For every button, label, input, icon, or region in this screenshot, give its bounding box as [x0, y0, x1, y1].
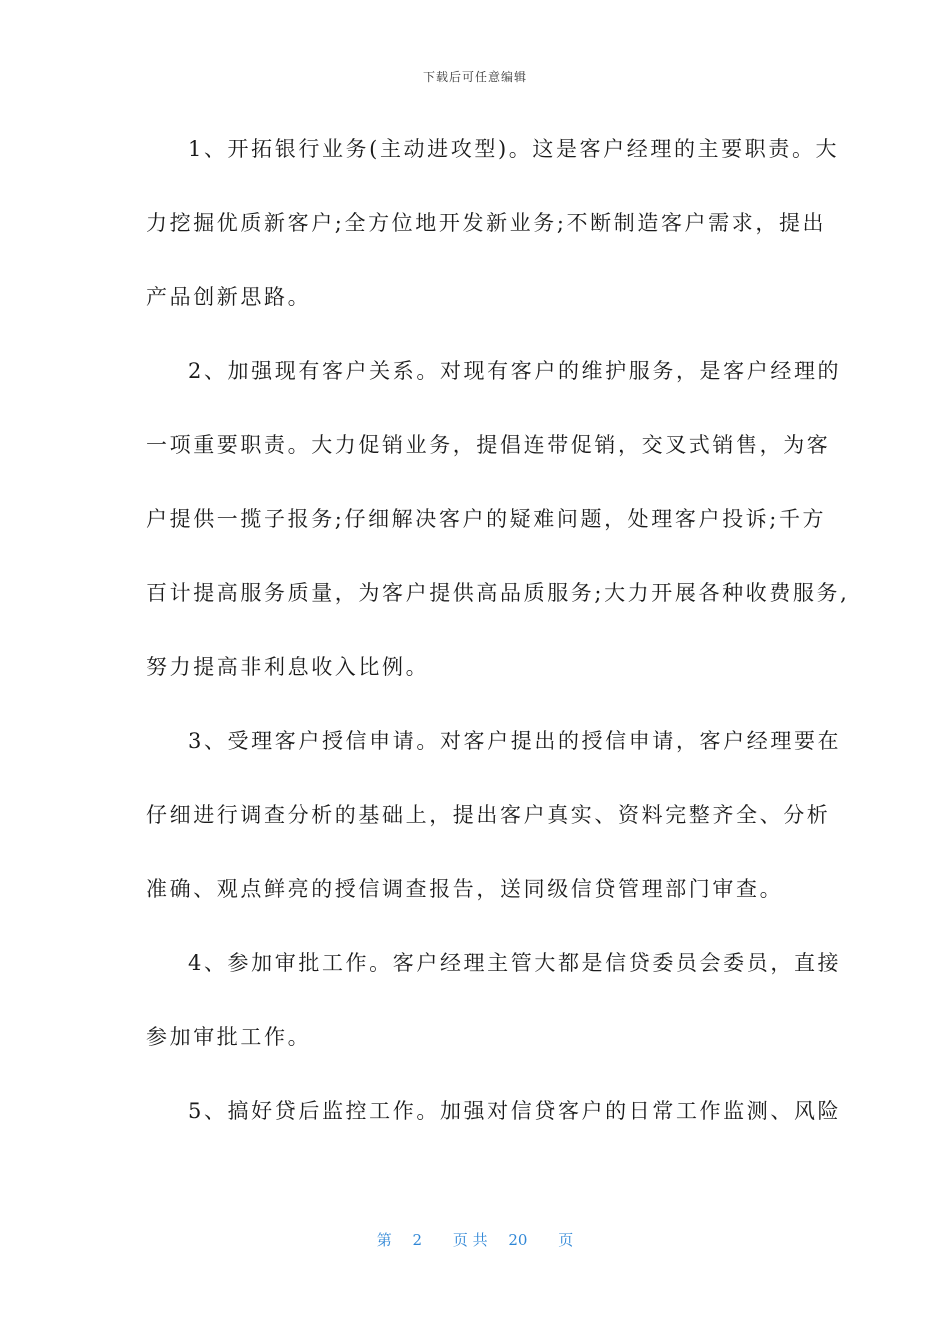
page-header: 下载后可任意编辑 — [422, 70, 527, 84]
paragraph-1-line-1: 1、开拓银行业务(主动进攻型)。这是客户经理的主要职责。大 — [188, 137, 840, 161]
footer-prefix: 第 — [376, 1231, 392, 1249]
paragraph-2-line-5: 努力提高非利息收入比例。 — [146, 655, 430, 679]
paragraph-2-line-4: 百计提高服务质量，为客户提供高品质服务;大力开展各种收费服务, — [146, 581, 850, 605]
paragraph-2-line-3: 户提供一揽子报务;仔细解决客户的疑难问题，处理客户投诉;千方 — [146, 507, 827, 531]
footer-total-pages: 20 — [508, 1231, 528, 1249]
paragraph-3-line-1: 3、受理客户授信申请。对客户提出的授信申请，客户经理要在 — [188, 729, 842, 753]
footer-suffix: 页 — [558, 1231, 574, 1249]
paragraph-4-line-1: 4、参加审批工作。客户经理主管大都是信贷委员会委员，直接 — [188, 951, 842, 975]
paragraph-1-line-2: 力挖掘优质新客户;全方位地开发新业务;不断制造客户需求，提出 — [146, 211, 827, 235]
footer-middle: 页 共 — [452, 1231, 488, 1249]
paragraph-1-line-3: 产品创新思路。 — [146, 285, 312, 309]
document-body — [146, 124, 850, 1160]
paragraph-2-line-2: 一项重要职责。大力促销业务，提倡连带促销，交叉式销售，为客 — [146, 433, 831, 457]
page-footer — [0, 1229, 950, 1250]
paragraph-5-line-1: 5、搞好贷后监控工作。加强对信贷客户的日常工作监测、风险 — [188, 1099, 842, 1123]
footer-page-number: 2 — [412, 1231, 423, 1249]
paragraph-3-line-3: 准确、观点鲜亮的授信调查报告，送同级信贷管理部门审查。 — [146, 877, 784, 901]
paragraph-3-line-2: 仔细进行调查分析的基础上，提出客户真实、资料完整齐全、分析 — [146, 803, 831, 827]
paragraph-2-line-1: 2、加强现有客户关系。对现有客户的维护服务，是客户经理的 — [188, 359, 842, 383]
paragraph-4-line-2: 参加审批工作。 — [146, 1025, 312, 1049]
